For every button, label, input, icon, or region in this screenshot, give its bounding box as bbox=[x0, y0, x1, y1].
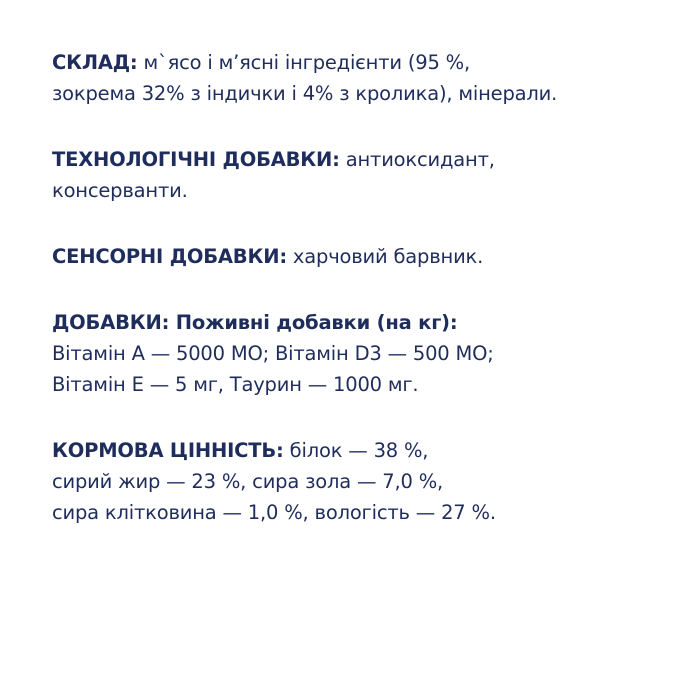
additives-label: ДОБАВКИ: bbox=[52, 311, 170, 334]
composition-text-1: м`ясо і м’ясні інгредієнти (95 %, bbox=[137, 51, 471, 74]
nutritional-value-section bbox=[52, 435, 662, 528]
technological-label: ТЕХНОЛОГІЧНІ ДОБАВКИ: bbox=[52, 148, 340, 171]
sensory-additives-section bbox=[52, 241, 662, 272]
composition-section bbox=[52, 47, 662, 109]
sensory-label: СЕНСОРНІ ДОБАВКИ: bbox=[52, 245, 287, 268]
additives-text-2: Вітамін А — 5000 МО; Вітамін D3 — 500 МО; bbox=[52, 342, 494, 365]
composition-text-2: зокрема 32% з індички і 4% з кролика), мінерали. bbox=[52, 82, 558, 105]
nutrition-label: КОРМОВА ЦІННІСТЬ: bbox=[52, 439, 284, 462]
additives-sublabel: Поживні добавки (на кг): bbox=[169, 311, 458, 334]
composition-label: СКЛАД: bbox=[52, 51, 138, 74]
nutrition-line-1 bbox=[52, 435, 662, 466]
additives-text-3: Вітамін Е — 5 мг, Таурин — 1000 мг. bbox=[52, 373, 419, 396]
additives-section bbox=[52, 307, 662, 400]
nutrition-text-2: сирий жир — 23 %, сира зола — 7,0 %, bbox=[52, 470, 444, 493]
nutrition-text-1: білок — 38 %, bbox=[283, 439, 429, 462]
sensory-line-1 bbox=[52, 241, 662, 272]
technological-line-1 bbox=[52, 144, 662, 175]
nutrition-text-3: сира клітковина — 1,0 %, вологість — 27 %. bbox=[52, 501, 496, 524]
composition-line-1 bbox=[52, 47, 662, 78]
technological-text-1: антиоксидант, bbox=[339, 148, 495, 171]
technological-additives-section bbox=[52, 144, 662, 206]
product-composition-text bbox=[52, 47, 662, 563]
additives-line-1 bbox=[52, 307, 662, 338]
sensory-text-1: харчовий барвник. bbox=[286, 245, 484, 268]
technological-text-2: консерванти. bbox=[52, 179, 188, 202]
